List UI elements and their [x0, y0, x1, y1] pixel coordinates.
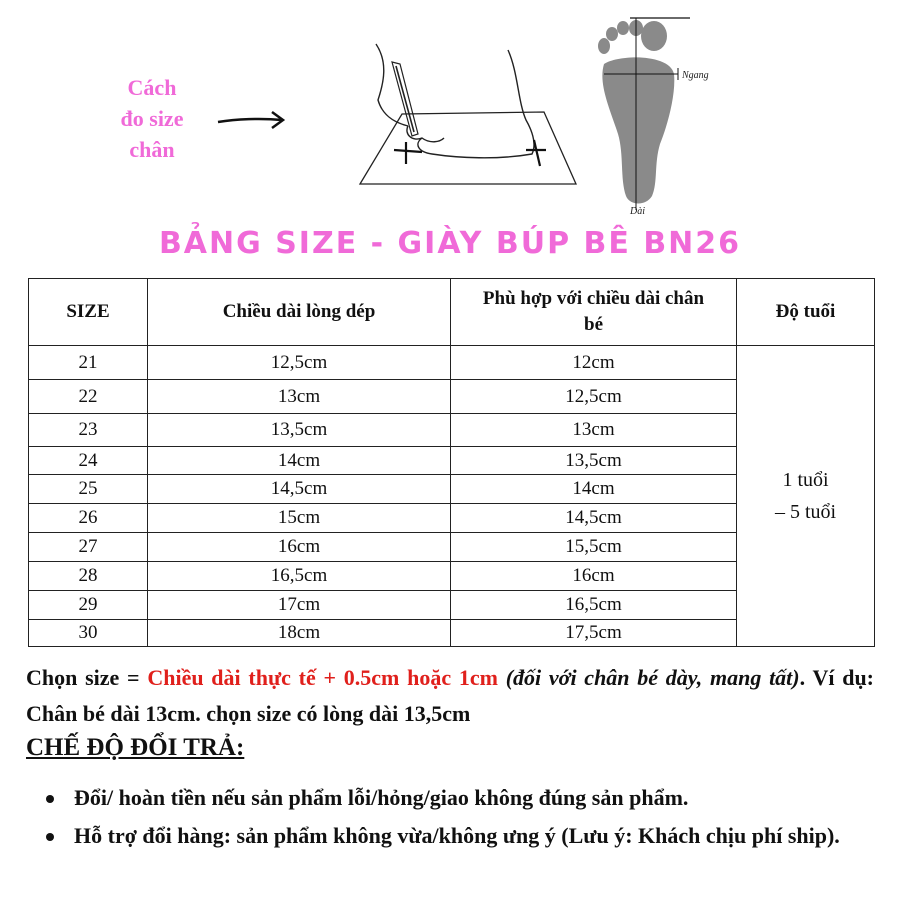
sole-length-cell: 17cm: [148, 591, 451, 620]
header-age: Độ tuổi: [737, 279, 875, 346]
header-foot-length: Phù hợp với chiều dài chân bé: [451, 279, 737, 346]
size-cell: 22: [29, 380, 148, 414]
note-prefix: Chọn size =: [26, 665, 148, 690]
foot-length-cell: 17,5cm: [451, 620, 737, 647]
size-cell: 28: [29, 562, 148, 591]
size-cell: 25: [29, 475, 148, 504]
list-item: [26, 818, 876, 854]
sole-length-cell: 16,5cm: [148, 562, 451, 591]
foot-length-cell: 15,5cm: [451, 533, 737, 562]
foot-length-cell: 13cm: [451, 414, 737, 447]
size-cell: 30: [29, 620, 148, 647]
bullet-icon: [46, 795, 54, 803]
sole-length-cell: 13cm: [148, 380, 451, 414]
age-line-1: 1 tuổi: [782, 469, 829, 491]
note-italic: (đối với chân bé dày, mang tất): [505, 665, 800, 690]
size-table: [28, 278, 875, 647]
sole-length-cell: 15cm: [148, 504, 451, 533]
note-highlight: Chiều dài thực tế + 0.5cm hoặc 1cm: [147, 665, 498, 690]
sole-length-cell: 14,5cm: [148, 475, 451, 504]
footprint-diagram: [590, 14, 730, 222]
length-label: Dài: [630, 206, 645, 217]
note-suffix: . Ví dụ: Chân bé dài 13cm. chọn size có lòng dài 13,5cm: [26, 665, 875, 726]
policy-item-text: Đổi/ hoàn tiền nếu sản phẩm lỗi/hỏng/giao không đúng sản phẩm.: [74, 785, 689, 810]
foot-length-cell: 14cm: [451, 475, 737, 504]
foot-length-cell: 12cm: [451, 346, 737, 380]
foot-length-cell: 16cm: [451, 562, 737, 591]
sole-length-cell: 18cm: [148, 620, 451, 647]
how-to-measure-label: [104, 72, 200, 165]
sole-length-cell: 16cm: [148, 533, 451, 562]
sole-length-cell: 13,5cm: [148, 414, 451, 447]
how-to-line-3: chân: [129, 137, 175, 162]
age-range-cell: [737, 346, 875, 647]
arrow-right-icon: [216, 104, 288, 134]
bullet-icon: [46, 833, 54, 841]
list-item: [26, 780, 876, 816]
size-cell: 27: [29, 533, 148, 562]
foot-measuring-illustration: [348, 42, 584, 192]
foot-length-cell: 16,5cm: [451, 591, 737, 620]
how-to-line-2: đo size: [120, 106, 184, 131]
header-size: SIZE: [29, 279, 148, 346]
size-cell: 29: [29, 591, 148, 620]
foot-length-cell: 14,5cm: [451, 504, 737, 533]
size-cell: 26: [29, 504, 148, 533]
footprint-icon: [590, 14, 730, 222]
how-to-line-1: Cách: [127, 75, 177, 100]
age-line-2: – 5 tuổi: [774, 501, 837, 523]
page-title: BẢNG SIZE - GIÀY BÚP BÊ BN26: [158, 226, 742, 261]
table-row: [29, 346, 875, 380]
size-selection-note: [26, 660, 874, 732]
size-cell: 23: [29, 414, 148, 447]
foot-length-cell: 12,5cm: [451, 380, 737, 414]
width-label: Ngang: [682, 70, 709, 81]
foot-length-cell: 13,5cm: [451, 447, 737, 475]
sole-length-cell: 12,5cm: [148, 346, 451, 380]
sole-length-cell: 14cm: [148, 447, 451, 475]
table-header-row: [29, 279, 875, 346]
header-sole-length: Chiều dài lòng dép: [148, 279, 451, 346]
size-cell: 24: [29, 447, 148, 475]
return-policy-title: CHẾ ĐỘ ĐỔI TRẢ:: [26, 734, 245, 761]
size-cell: 21: [29, 346, 148, 380]
policy-item-text: Hỗ trợ đổi hàng: sản phẩm không vừa/không ưng ý (Lưu ý: Khách chịu phí ship).: [74, 823, 840, 848]
return-policy-list: [26, 780, 876, 856]
